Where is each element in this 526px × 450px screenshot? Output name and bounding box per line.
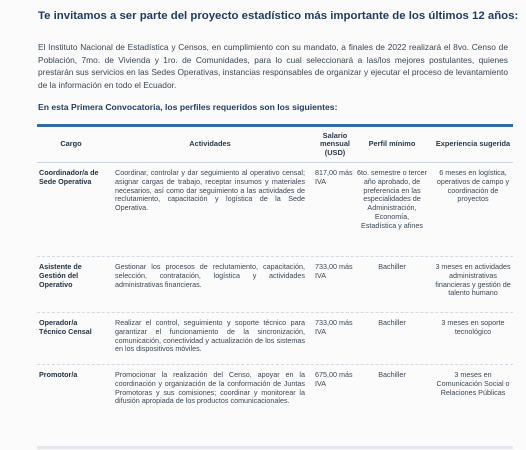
table-header-row — [37, 127, 513, 163]
table-row — [37, 163, 513, 257]
cell-actividades: Coordinar, controlar y dar seguimiento al operativo censal; asignar cargas de trabajo, receptar insumos y materiales necesarios, así como dar seguimiento a las actividades de reclutamiento, capacitación y logística de la Sede Operativa. — [115, 168, 305, 213]
cell-actividades: Promocionar la realización del Censo, apoyar en la coordinación y organización de la conformación de Juntas Promotoras y sus comisiones; coordinar y monitorear la difusión apropiada de los productos comunicacionales. — [115, 370, 305, 406]
header-actividades: Actividades — [189, 139, 231, 149]
cell-perfil: 6to. semestre o tercer año aprobado, de preferencia en las especialidades de Administración, Economía, Estadística y afines — [357, 168, 427, 230]
header-salario: Salario mensual (USD) — [320, 130, 350, 157]
cell-cargo: Coordinador/a de Sede Operativa — [39, 168, 99, 186]
cell-experiencia: 3 meses en Comunicación Social o Relaciones Públicas — [436, 370, 510, 397]
cell-actividades: Gestionar los procesos de reclutamiento, capacitación, selección, contratación, logística y actividades administrativas financieras. — [115, 262, 305, 289]
cell-salario: 733,00 más IVA — [315, 318, 353, 336]
cell-actividades: Realizar el control, seguimiento y soporte técnico para garantizar el funcionamiento de la sincronización, comunicación, conectividad y actualización de los sistemas en los dispositivos móviles. — [115, 318, 305, 354]
cell-salario: 675,00 más IVA — [315, 370, 353, 388]
table-row — [37, 313, 513, 365]
document-heading: Te invitamos a ser parte del proyecto estadístico más importante de los últimos 12 años: — [38, 10, 519, 22]
cell-experiencia: 3 meses en soporte tecnológico — [441, 318, 505, 336]
cell-perfil: Bachiller — [378, 318, 406, 327]
section-subtitle: En esta Primera Convocatoria, los perfiles requeridos son los siguientes: — [38, 102, 338, 112]
table-bottom-rule — [37, 446, 513, 449]
cell-salario: 817,00 más IVA — [315, 168, 353, 186]
cell-perfil: Bachiller — [378, 370, 406, 379]
header-perfil: Perfil mínimo — [368, 139, 416, 149]
cell-salario: 733,00 más IVA — [315, 262, 353, 280]
profiles-table — [37, 124, 513, 427]
cell-cargo: Asistente de Gestión del Operativo — [39, 262, 82, 289]
header-cargo: Cargo — [60, 139, 82, 149]
table-row — [37, 257, 513, 313]
cell-experiencia: 6 meses en logística, operativos de campo y coordinación de proyectos — [436, 168, 510, 204]
header-experiencia: Experiencia sugerida — [435, 139, 511, 149]
cell-cargo: Operador/a Técnico Censal — [39, 318, 92, 336]
cell-perfil: Bachiller — [378, 262, 406, 271]
cell-cargo: Promotor/a — [39, 370, 78, 379]
cell-experiencia: 3 meses en actividades administrativas financieras y gestión de talento humano — [435, 262, 511, 298]
intro-paragraph: El Instituto Nacional de Estadística y Censos, en cumplimiento con su mandato, a finales de 2022 realizará el 8vo. Censo de Población, 7mo. de Vivienda y 1ro. de Comunidades, para lo cual seleccionará a las/los mejores postulantes, quienes prestarán sus servicios en las Sedes Operativas, instancias responsables de organizar y ejecutar el proceso de levantamiento de la información en todo el Ecuador. — [38, 42, 508, 90]
table-row — [37, 365, 513, 427]
